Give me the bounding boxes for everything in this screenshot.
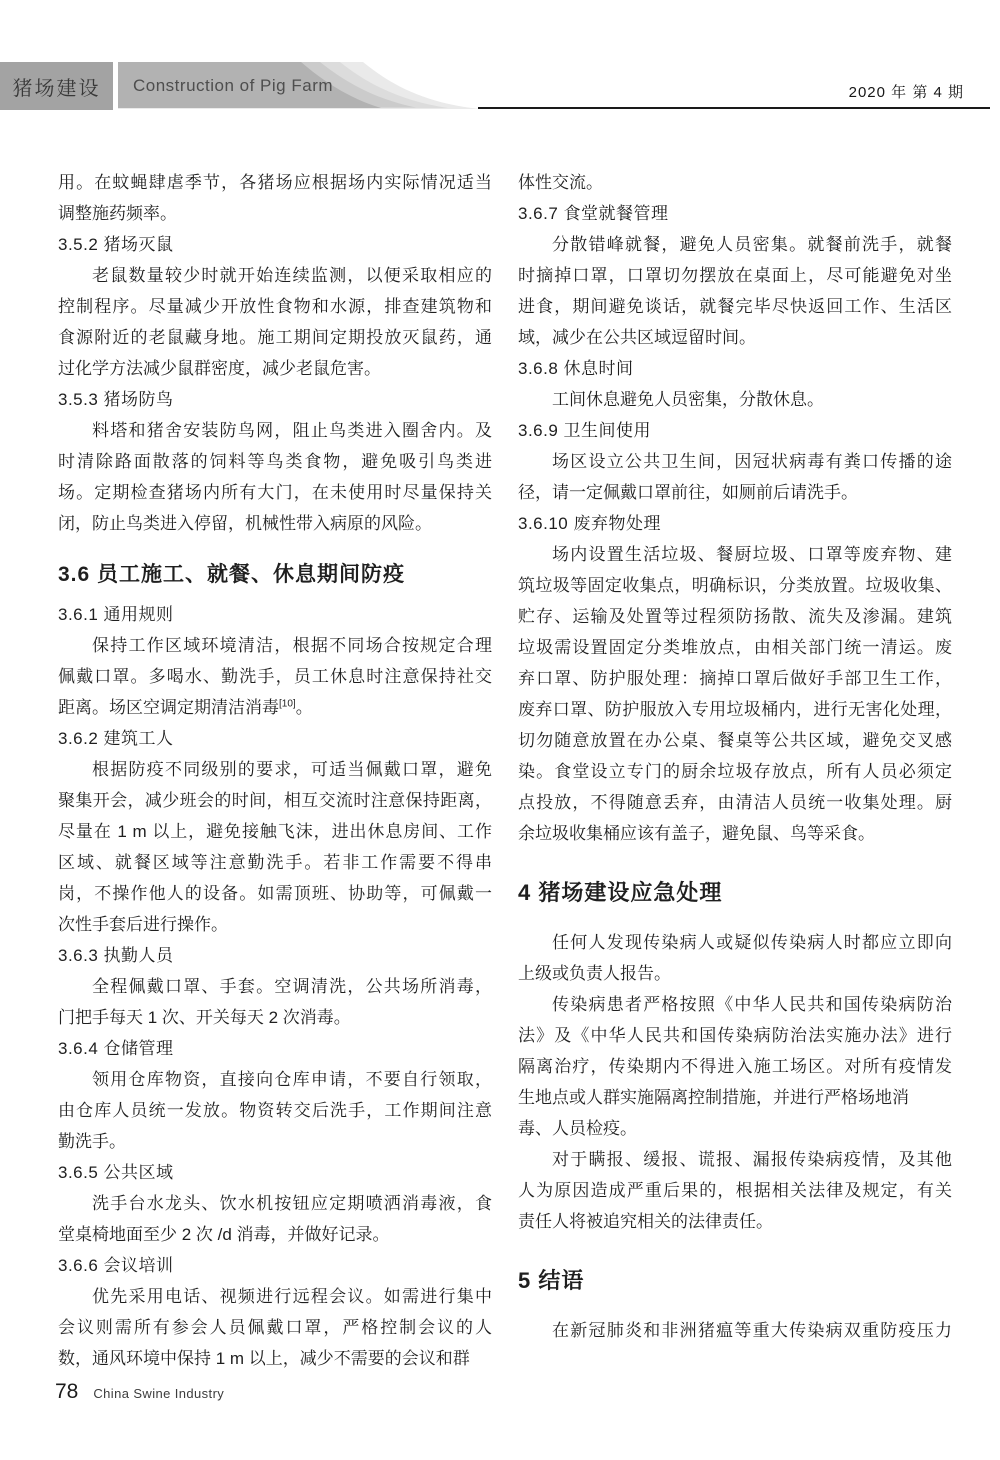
section-heading: 4 猪场建设应急处理: [518, 880, 723, 905]
section-heading: 5 结语: [518, 1268, 585, 1293]
text-line: 上级或负责人报告。: [518, 964, 671, 983]
text-line: 垃圾需设置固定分类堆放点，由相关部门统一清运。废: [518, 638, 952, 657]
header-rule: [478, 107, 990, 109]
text-line: 佩戴口罩。多喝水、勤洗手，员工休息时注意保持社交: [58, 667, 492, 686]
text-line: 数，通风环境中保持 1 m 以上，减少不需要的会议和群: [58, 1349, 470, 1368]
text-line: 用。在蚊蝇肆虐季节，各猪场应根据场内实际情况适当: [58, 173, 492, 192]
text-line: 时清除路面散落的饲料等鸟类食物，避免吸引鸟类进: [58, 452, 492, 471]
text-line: 余垃圾收集桶应该有盖子，避免鼠、鸟等采食。: [518, 824, 875, 843]
subsection-heading: 3.5.3 猪场防鸟: [58, 390, 174, 409]
text-line: 对于瞒报、缓报、谎报、漏报传染病疫情，及其他: [552, 1150, 952, 1169]
text-line: 毒、人员检疫。: [518, 1119, 637, 1138]
text-line: 工间休息避免人员密集，分散休息。: [552, 390, 824, 409]
text-line: 领用仓库物资，直接向仓库申请，不要自行领取，: [92, 1070, 492, 1089]
subsection-heading: 3.6.1 通用规则: [58, 605, 174, 624]
left-column: [58, 167, 492, 1374]
subsection-heading: 3.6.6 会议培训: [58, 1256, 174, 1275]
text-line: 弃口罩、防护服处理：摘掉口罩后做好手部卫生工作，: [518, 669, 952, 688]
text-line: 隔离治疗，传染期内不得进入施工场区。对所有疫情发: [518, 1057, 952, 1076]
text-line: 域，减少在公共区域逗留时间。: [518, 328, 756, 347]
text-line: 聚集开会，减少班会的时间，相互交流时注意保持距离，: [58, 791, 492, 810]
subsection-heading: 3.6.5 公共区域: [58, 1163, 174, 1182]
section-heading: 3.6 员工施工、就餐、休息期间防疫: [58, 563, 406, 586]
text-line: 传染病患者严格按照《中华人民共和国传染病防治: [552, 995, 952, 1014]
text-line: 筑垃圾等固定收集点，明确标识，分类放置。垃圾收集、: [518, 576, 952, 595]
text-line: 场内设置生活垃圾、餐厨垃圾、口罩等废弃物、建: [552, 545, 952, 564]
text-line: 法》及《中华人民共和国传染病防治法实施办法》进行: [518, 1026, 952, 1045]
header-banner: [118, 62, 618, 110]
article-body: [58, 167, 952, 1374]
text-line: 洗手台水龙头、饮水机按钮应定期喷洒消毒液，食: [92, 1194, 492, 1213]
text-line: 闭，防止鸟类进入停留，机械性带入病原的风险。: [58, 514, 432, 533]
text-line: 门把手每天 1 次、开关每天 2 次消毒。: [58, 1008, 351, 1027]
category-box: [0, 62, 113, 110]
text-line: 会议则需所有参会人员佩戴口罩，严格控制会议的人: [58, 1318, 492, 1337]
text-line: 场。定期检查猪场内所有大门，在未使用时尽量保持关: [58, 483, 492, 502]
text-line: 次性手套后进行操作。: [58, 915, 228, 934]
text-line: 切勿随意放置在办公桌、餐桌等公共区域，避免交叉感: [518, 731, 952, 750]
journal-name: China Swine Industry: [93, 1386, 225, 1401]
right-column: [518, 167, 952, 1374]
text-line: 控制程序。尽量减少开放性食物和水源，排查建筑物和: [58, 297, 492, 316]
text-line: 点投放，不得随意丢弃，由清洁人员统一收集处理。厨: [518, 793, 952, 812]
text-line: 尽量在 1 m 以上，避免接触飞沫，进出休息房间、工作: [58, 822, 492, 841]
page-footer: [55, 1380, 224, 1404]
text-line: 贮存、运输及处置等过程须防扬散、流失及渗漏。建筑: [518, 607, 952, 626]
text-line: 根据防疫不同级别的要求，可适当佩戴口罩，避免: [92, 760, 492, 779]
subsection-heading: 3.5.2 猪场灭鼠: [58, 235, 174, 254]
reference-superscript: [10]: [279, 698, 296, 710]
text-line: 老鼠数量较少时就开始连续监测，以便采取相应的: [92, 266, 492, 285]
text-line: 过化学方法减少鼠群密度，减少老鼠危害。: [58, 359, 381, 378]
text-line: 进食，期间避免谈话，就餐完毕尽快返回工作、生活区: [518, 297, 952, 316]
subsection-heading: 3.6.3 执勤人员: [58, 946, 174, 965]
text-line: 勤洗手。: [58, 1132, 126, 1151]
text-line: 距离。场区空调定期清洁消毒[10]。: [58, 698, 313, 717]
page-number: 78: [55, 1380, 79, 1403]
text-line: 岗，不操作他人的设备。如需顶班、协助等，可佩戴一: [58, 884, 492, 903]
text-line: 堂桌椅地面至少 2 次 /d 消毒，并做好记录。: [58, 1225, 390, 1244]
subsection-heading: 3.6.9 卫生间使用: [518, 421, 652, 440]
subsection-heading: 3.6.4 仓储管理: [58, 1039, 174, 1058]
issue-label: 2020 年 第 4 期: [848, 84, 964, 101]
subsection-heading: 3.6.7 食堂就餐管理: [518, 204, 669, 223]
text-line: 场区设立公共卫生间，因冠状病毒有粪口传播的途: [552, 452, 952, 471]
text-line: 料塔和猪舍安装防鸟网，阻止鸟类进入圈舍内。及: [92, 421, 492, 440]
category-label-en: Construction of Pig Farm: [133, 76, 334, 95]
subsection-heading: 3.6.8 休息时间: [518, 359, 634, 378]
text-line: 时摘掉口罩，口罩切勿摆放在桌面上，尽可能避免对坐: [518, 266, 952, 285]
text-line: 染。食堂设立专门的厨余垃圾存放点，所有人员必须定: [518, 762, 952, 781]
text-line: 保持工作区域环境清洁，根据不同场合按规定合理: [92, 636, 492, 655]
text-line: 分散错峰就餐，避免人员密集。就餐前洗手，就餐: [552, 235, 952, 254]
text-line: 食源附近的老鼠藏身地。施工期间定期投放灭鼠药，通: [58, 328, 492, 347]
text-line: 生地点或人群实施隔离控制措施，并进行严格场地消: [518, 1088, 909, 1107]
subsection-heading: 3.6.2 建筑工人: [58, 729, 174, 748]
subsection-heading: 3.6.10 废弃物处理: [518, 514, 661, 533]
text-line: 体性交流。: [518, 173, 603, 192]
text-line: 责任人将被追究相关的法律责任。: [518, 1212, 773, 1231]
text-line: 人为原因造成严重后果的，根据相关法律及规定，有关: [518, 1181, 952, 1200]
text-line: 区域、就餐区域等注意勤洗手。若非工作需要不得串: [58, 853, 492, 872]
text-line: 废弃口罩、防护服放入专用垃圾桶内，进行无害化处理，: [518, 700, 952, 719]
text-line: 优先采用电话、视频进行远程会议。如需进行集中: [92, 1287, 492, 1306]
text-line: 任何人发现传染病人或疑似传染病人时都应立即向: [552, 933, 952, 952]
text-line: 在新冠肺炎和非洲猪瘟等重大传染病双重防疫压力: [552, 1321, 952, 1340]
text-line: 径，请一定佩戴口罩前往，如厕前后请洗手。: [518, 483, 858, 502]
text-line: 由仓库人员统一发放。物资转交后洗手，工作期间注意: [58, 1101, 492, 1120]
category-label-cn: 猪场建设: [12, 77, 101, 100]
text-line: 调整施药频率。: [58, 204, 177, 223]
text-line: 全程佩戴口罩、手套。空调清洗，公共场所消毒，: [92, 977, 492, 996]
